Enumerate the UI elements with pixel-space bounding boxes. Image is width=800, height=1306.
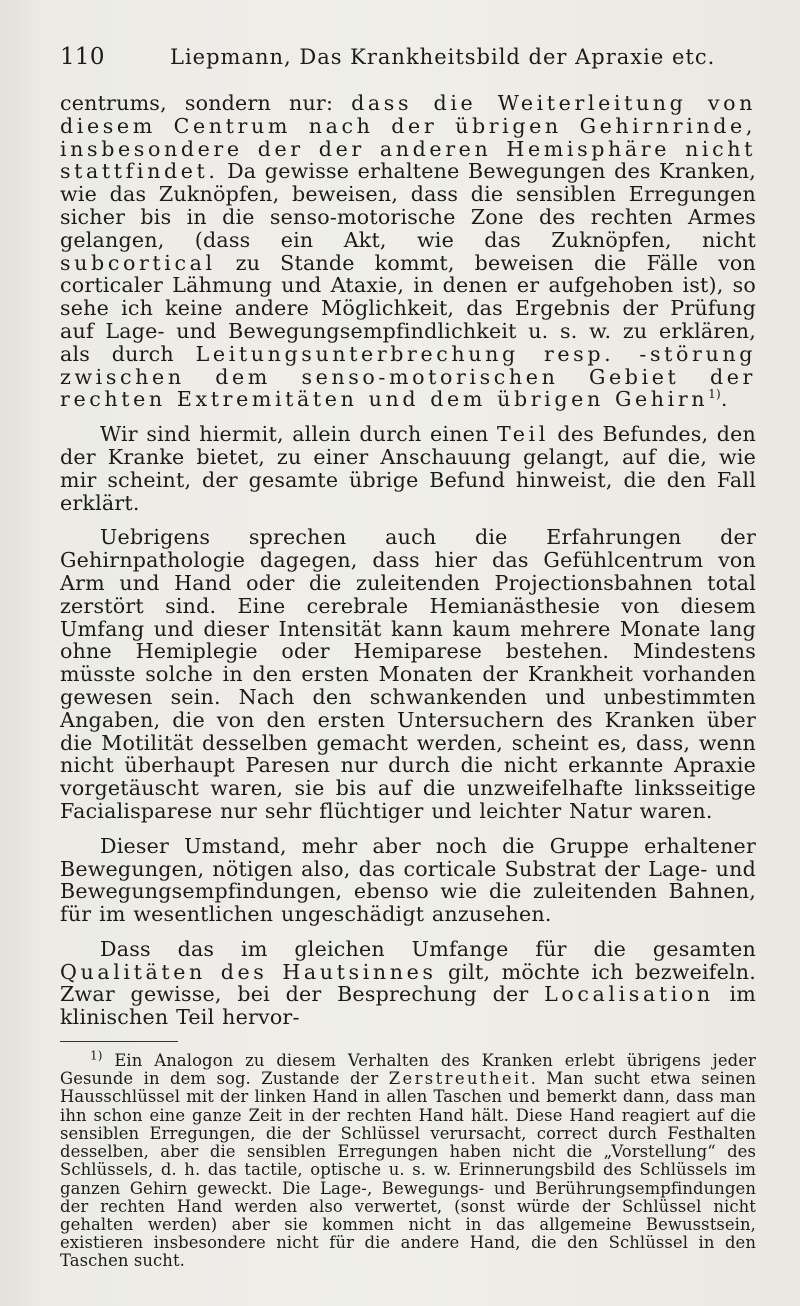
emphasized-text: Zerstreutheit (388, 1069, 531, 1089)
text-run: centrums, sondern nur: (60, 91, 352, 115)
paragraph (60, 938, 756, 1029)
paragraph (60, 835, 756, 926)
footnote-marker: 1) (708, 387, 721, 402)
emphasized-text: Leitungsunterbrechung resp. -störung zwischen dem senso-motorischen Gebiet der rechten Extremitäten und dem übrigen Gehirn (60, 341, 756, 412)
paragraph (60, 92, 756, 411)
text-run: zu Stande kommt, beweisen die Fälle von corticaler Lähmung und Ataxie, in denen er aufgehoben ist), so sehe ich keine andere Möglichkeit, das Ergebnis der Prüfung auf Lage- und Bewegungsempfindlichkeit u. s. w. zu erklären, als durch (60, 250, 756, 366)
text-run: gilt, möchte ich bezweifeln. Zwar gewisse, bei der Besprechung der (60, 959, 756, 1007)
text-run: Dass das im gleichen Umfange für die gesamten (100, 936, 756, 961)
text-run: Da gewisse erhaltene Bewegungen des Kranken, wie das Zuknöpfen, beweisen, dass die sensiblen Erregungen sicher bis in die senso-motorische Zone des rechten Armes gelangen, (dass ein Akt, wie das Zuknöpfen, nicht (60, 159, 756, 252)
text-run: Ein Analogon zu diesem Verhalten des Kranken erlebt übrigens jeder Gesunde in dem sog. Zustande der (60, 1051, 756, 1089)
body-text (60, 92, 756, 1029)
text-run: . Man sucht etwa seinen Hausschlüssel mit der linken Hand in allen Taschen und bemerkt dann, dass man ihn schon eine ganze Zeit in der rechten Hand hält. Diese Hand reagiert auf die sensiblen Erregungen, die der Schlüssel verursacht, correct durch Festhalten desselben, aber die sensiblen Erregungen haben nicht die „Vorstellung“ des Schlüssels, d. h. das tactile, optische u. s. w. Erinnerungsbild des Schlüssels im ganzen Gehirn geweckt. Die Lage-, Bewegungs- und Berührungsempfindungen der rechten Hand werden also verwertet, (sonst würde der Schlüssel nicht gehalten werden) aber sie kommen nicht in das allgemeine Bewusstsein, existieren insbesondere nicht für die andere Hand, die den Schlüssel in den Taschen sucht. (60, 1069, 756, 1271)
footnote-marker: 1) (90, 1048, 103, 1063)
running-title: Liepmann, Das Krankheitsbild der Apraxie etc. (170, 45, 716, 69)
text-run: Wir sind hiermit, allein durch einen (100, 422, 498, 447)
emphasized-text: dass die Weiterleitung von diesem Centrum nach der übrigen Gehirnrinde, insbesondere der der anderen Hemisphäre nicht stattfindet. (60, 91, 756, 184)
text-run: Dieser Umstand, mehr aber noch die Gruppe erhaltener Bewegungen, nötigen also, das corticale Substrat der Lage- und Bewegungsempfindungen, ebenso wie die zuleitenden Bahnen, für im wesentlichen ungeschädigt anzusehen. (60, 833, 756, 927)
paragraph (60, 423, 756, 514)
text-run: im klinischen Teil hervor- (60, 982, 756, 1030)
page-number: 110 (60, 44, 105, 70)
footnote (60, 1048, 756, 1271)
emphasized-text: subcortical (60, 250, 216, 275)
footnotes (60, 1048, 756, 1271)
text-run: des Befundes, den der Kranke bietet, zu einer Anschauung gelangt, auf die, wie mir scheint, der gesamte übrige Befund hinweist, die den Fall erklärt. (60, 422, 756, 515)
emphasized-text: Localisation (544, 982, 714, 1007)
emphasized-text: Qualitäten des Hautsinnes (60, 959, 437, 984)
emphasized-text: Teil (497, 422, 549, 447)
text-run: Uebrigens sprechen auch die Erfahrungen der Gehirnpathologie dagegen, dass hier das Gefühlcentrum von Arm und Hand oder die zuleitenden Projectionsbahnen total zerstört sind. Eine cerebrale Hemianästhesie von diesem Umfang und dieser Intensität kann kaum mehrere Monate lang ohne Hemiplegie oder Hemiparese bestehen. Mindestens müsste solche in den ersten Monaten der Krankheit vorhanden gewesen sein. Nach den schwankenden und unbestimmten Angaben, die von den ersten Untersuchern des Kranken über die Motilität desselben gemacht werden, scheint es, dass, wenn nicht überhaupt Paresen nur durch die nicht erkannte Apraxie vorgetäuscht waren, sie bis auf die unzweifelhafte linksseitige Facialisparese nur sehr flüchtiger und leichter Natur waren. (60, 525, 756, 823)
page-header (60, 44, 756, 70)
text-run: . (720, 387, 728, 412)
paragraph (60, 526, 756, 822)
footnote-divider (60, 1041, 178, 1042)
